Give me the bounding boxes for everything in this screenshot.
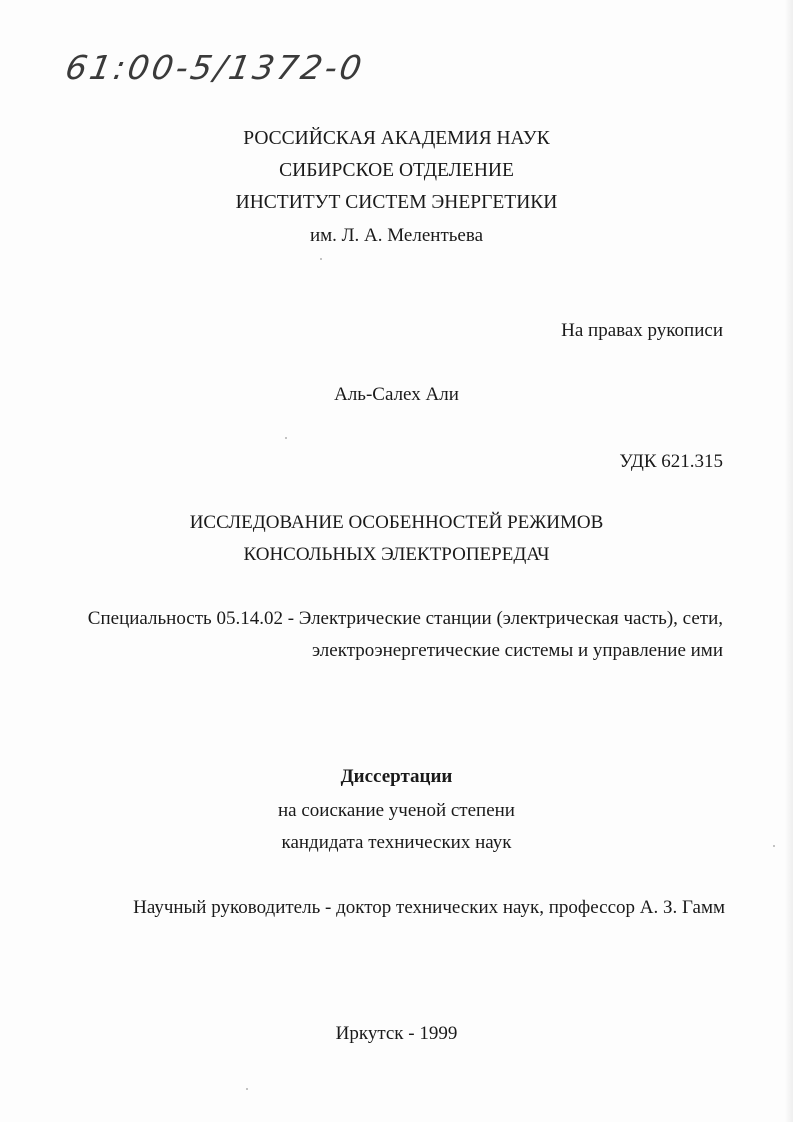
scan-speck — [285, 437, 287, 439]
specialty-line-1: Специальность 05.14.02 - Электрические станции (электрическая часть), сети, — [87, 608, 723, 629]
degree-line-1: на соискание ученой степени — [278, 800, 515, 821]
scan-speck — [773, 845, 775, 847]
branch-name: СИБИРСКОЕ ОТДЕЛЕНИЕ — [279, 160, 514, 181]
institute-named-after: им. Л. А. Мелентьева — [309, 225, 483, 246]
author-name: Аль-Салех Али — [334, 384, 459, 405]
degree-line-2: кандидата технических наук — [281, 832, 512, 853]
academy-name: РОССИЙСКАЯ АКАДЕМИЯ НАУК — [243, 128, 550, 149]
institute-name: ИНСТИТУТ СИСТЕМ ЭНЕРГЕТИКИ — [235, 192, 558, 213]
rights-note: На правах рукописи — [561, 320, 723, 341]
supervisor-line: Научный руководитель - доктор технических наук, профессор А. З. Гамм — [133, 897, 725, 918]
handwritten-archive-code: 61:00-5/1372-0 — [62, 48, 368, 87]
scan-speck — [320, 258, 322, 260]
udc-code: УДК 621.315 — [619, 451, 723, 472]
thesis-heading: Диссертации — [340, 766, 453, 787]
specialty-line-2: электроэнергетические системы и управление ими — [312, 640, 723, 661]
place-and-year: Иркутск - 1999 — [335, 1023, 458, 1044]
scan-speck — [246, 1088, 248, 1090]
thesis-title-line-2: КОНСОЛЬНЫХ ЭЛЕКТРОПЕРЕДАЧ — [243, 544, 550, 565]
thesis-title-line-1: ИССЛЕДОВАНИЕ ОСОБЕННОСТЕЙ РЕЖИМОВ — [189, 512, 604, 533]
